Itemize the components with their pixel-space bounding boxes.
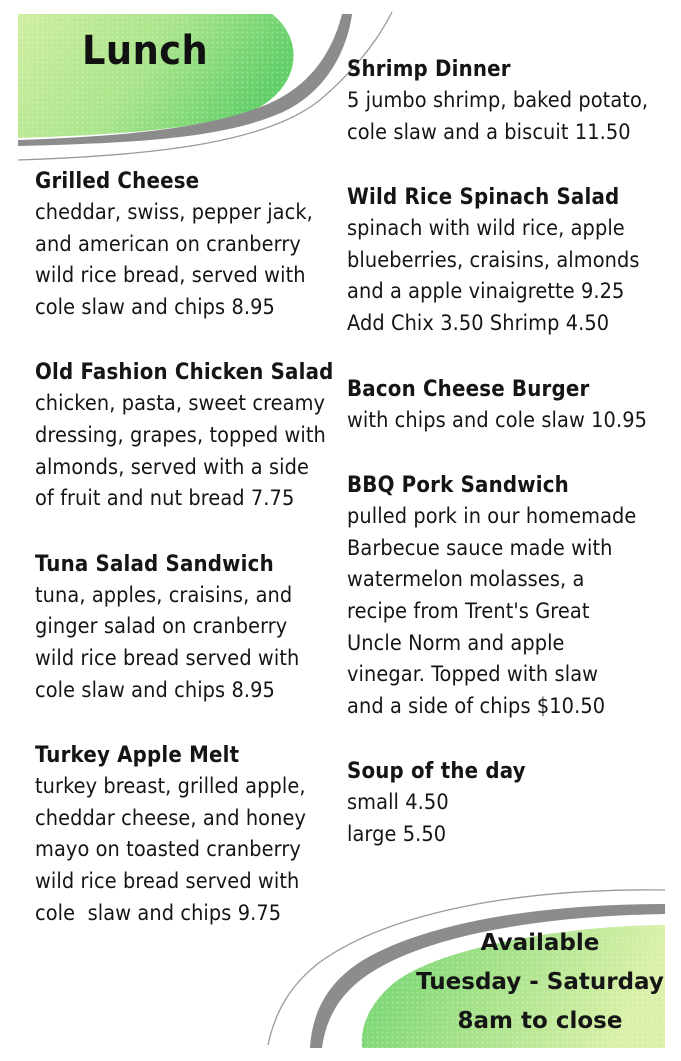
- menu-item-description: Uncle Norm and apple: [347, 630, 565, 656]
- menu-item-description: mayo on toasted cranberry: [35, 837, 301, 863]
- menu-item-description: watermelon molasses, a: [347, 567, 585, 593]
- left-menu-column: [35, 166, 335, 963]
- menu-item-description: cole slaw and a biscuit 11.50: [347, 119, 631, 145]
- menu-item-description: and a side of chips $10.50: [347, 693, 606, 719]
- menu-item-name: Turkey Apple Melt: [35, 743, 240, 769]
- menu-item: [347, 182, 667, 339]
- menu-item-description: spinach with wild rice, apple: [347, 216, 625, 242]
- menu-item-name: Bacon Cheese Burger: [347, 376, 590, 402]
- menu-item: [347, 756, 667, 850]
- menu-item-description: blueberries, craisins, almonds: [347, 247, 640, 273]
- menu-item: [347, 374, 667, 437]
- menu-item-description: small 4.50: [347, 790, 449, 816]
- menu-item-description: 5 jumbo shrimp, baked potato,: [347, 88, 649, 113]
- menu-title: Lunch: [82, 28, 209, 74]
- menu-item: [35, 740, 335, 929]
- menu-item-description: and american on cranberry: [35, 231, 301, 257]
- menu-item-description: large 5.50: [347, 821, 447, 847]
- menu-item-description: vinegar. Topped with slaw: [347, 662, 599, 688]
- menu-item-description: Add Chix 3.50 Shrimp 4.50: [347, 310, 610, 336]
- menu-item-description: dressing, grapes, topped with: [35, 422, 326, 448]
- menu-item-description: with chips and cole slaw 10.95: [347, 407, 647, 433]
- menu-item-description: cole slaw and chips 9.75: [35, 900, 282, 926]
- menu-item-description: tuna, apples, craisins, and: [35, 582, 293, 608]
- availability-heading: Available: [480, 930, 600, 956]
- menu-item-description: wild rice bread served with: [35, 645, 300, 671]
- menu-item-description: of fruit and nut bread 7.75: [35, 486, 295, 512]
- menu-item: [35, 549, 335, 706]
- menu-item: [347, 470, 667, 722]
- menu-item: [35, 357, 335, 514]
- menu-item-description: chicken, pasta, sweet creamy: [35, 391, 326, 417]
- menu-item-description: cole slaw and chips 8.95: [35, 677, 275, 703]
- menu-item: [35, 166, 335, 323]
- menu-item-name: Old Fashion Chicken Salad: [35, 360, 334, 386]
- menu-item: [347, 54, 667, 148]
- menu-item-name: Shrimp Dinner: [347, 57, 511, 82]
- menu-item-description: and a apple vinaigrette 9.25: [347, 279, 625, 305]
- menu-item-description: wild rice bread served with: [35, 868, 300, 894]
- menu-item-description: wild rice bread, served with: [35, 263, 306, 289]
- menu-item-description: Barbecue sauce made with: [347, 535, 613, 561]
- menu-item-name: Grilled Cheese: [35, 169, 200, 194]
- menu-item-name: BBQ Pork Sandwich: [347, 473, 569, 499]
- availability-hours: 8am to close: [457, 1008, 623, 1034]
- menu-item-description: cole slaw and chips 8.95: [35, 294, 275, 320]
- menu-item-name: Soup of the day: [347, 759, 526, 785]
- menu-item-description: almonds, served with a side: [35, 454, 310, 480]
- menu-item-description: recipe from Trent's Great: [347, 598, 590, 624]
- menu-item-description: pulled pork in our homemade: [347, 504, 637, 530]
- menu-item-description: cheddar, swiss, pepper jack,: [35, 200, 313, 225]
- menu-item-description: turkey breast, grilled apple,: [35, 774, 306, 800]
- menu-item-description: ginger salad on cranberry: [35, 614, 288, 640]
- availability-days: Tuesday - Saturday: [416, 969, 664, 995]
- right-menu-column: [347, 54, 667, 885]
- menu-item-name: Wild Rice Spinach Salad: [347, 185, 620, 211]
- menu-item-description: cheddar cheese, and honey: [35, 805, 307, 831]
- menu-item-name: Tuna Salad Sandwich: [35, 551, 274, 577]
